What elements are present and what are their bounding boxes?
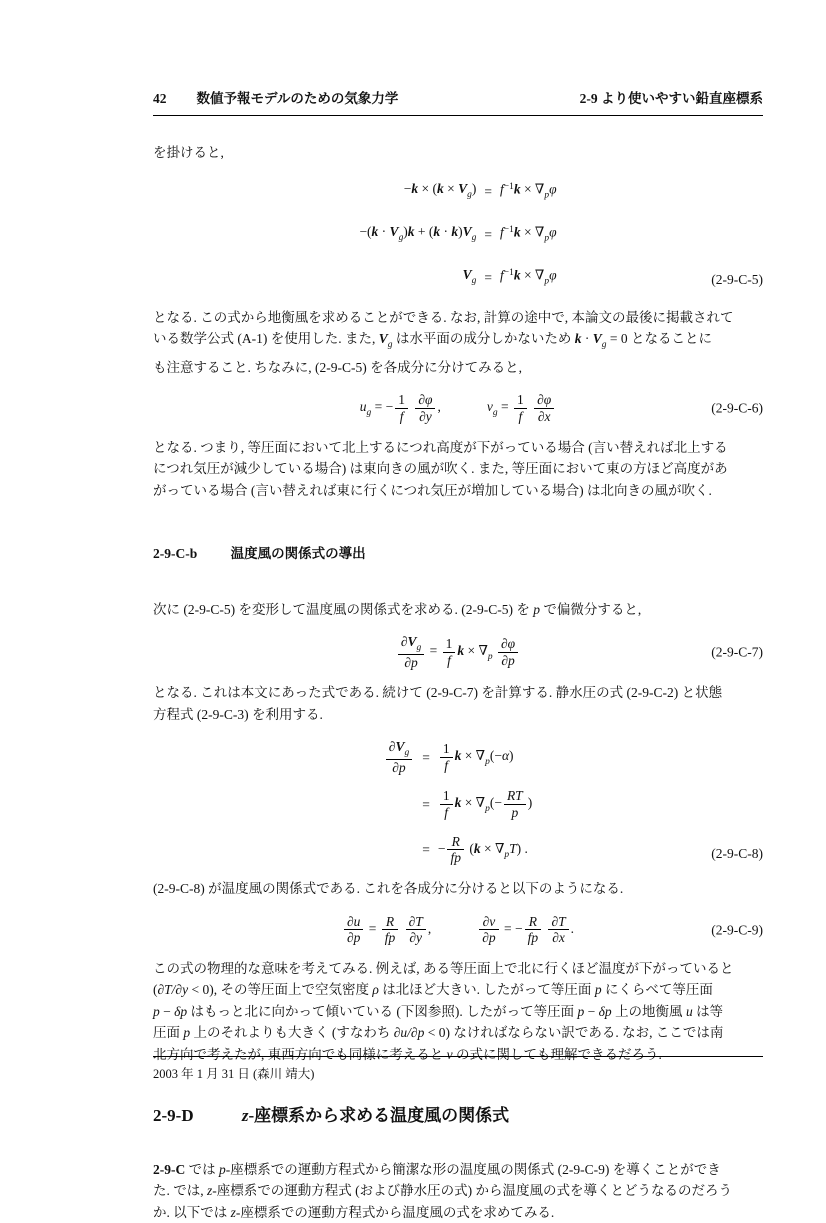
text-line: (2-9-C-8) が温度風の関係式である. これを各成分に分けると以下のようになる. [153, 881, 624, 897]
equation-body: $u_g$ = − $\frac{1}{f}$ $\frac{\partial\varphi}{\partial y}$ , $v_g$ = $\frac{1}{f}$ $\frac{\partial\varphi}{\partial x}$ [360, 392, 556, 424]
paragraph [153, 958, 763, 1066]
text-line: 2-9-C では p-座標系での運動方程式から簡潔な形の温度風の関係式 (2-9-C-9) を導くことができ [153, 1161, 721, 1177]
equation-number: (2-9-C-8) [711, 845, 763, 861]
paragraph [153, 1159, 763, 1223]
equation-relation: = [484, 227, 492, 243]
equation-body: $\frac{\partial u}{\partial p}$ = $\frac{R}{fp}$ $\frac{\partial T}{\partial y}$ , $\frac{\partial v}{\partial p}$ = − $\frac{R}{fp}$ $\frac{\partial T}{\partial x}$ . [342, 914, 574, 946]
equation-2-9-C-9 [153, 914, 763, 946]
paragraph [153, 878, 763, 900]
text-line: この式の物理的な意味を考えてみる. 例えば, ある等圧面上で北に行くほど温度が下がっていると [153, 960, 734, 976]
paragraph [153, 599, 763, 621]
heading-label: 2-9-D [153, 1106, 194, 1126]
equation-rhs: − $\frac{R}{fp}$ $(k \times \nabla_pT)$ . [437, 833, 528, 866]
equation-rhs: $f^{-1}k \times \nabla_p\varphi$ [500, 224, 557, 244]
paragraph [153, 307, 763, 378]
text-line: (∂T/∂y < 0), その等圧面上で空気密度 ρ は北ほど大きい. したがって等圧面 p にくらべて等圧面 [153, 982, 713, 998]
equation-body: $\frac{\partial V_g}{\partial p}$ = $\frac{1}{f}$ $k \times \nabla_p$ $\frac{\partial\varphi}{\partial p}$ [396, 634, 520, 670]
equation-rhs: $f^{-1}k \times \nabla_p\varphi$ [500, 267, 557, 287]
text-line: を掛けると, [153, 144, 224, 160]
equation-relation: = [484, 270, 492, 286]
page-footer [153, 1056, 763, 1086]
equation-rhs: $\frac{1}{f}$ $k \times \nabla_p(-$ $\frac{RT}{p}$ ) [438, 788, 532, 820]
equation-relation: = [422, 749, 430, 765]
text-line: となる. これは本文にあった式である. 続けて (2-9-C-7) を計算する. 静水圧の式 (2-9-C-2) と状態 [153, 685, 723, 701]
footer-rule [153, 1056, 763, 1057]
equation-rhs: $\frac{1}{f}$ $k \times \nabla_p(-\alpha)$ [438, 741, 514, 773]
equation-2-9-C-7 [153, 634, 763, 670]
page-header [153, 88, 763, 116]
text-line: p − δp はもっと北に向かって傾いている (下図参照). したがって等圧面 p − δp 上の地衡風 u は等 [153, 1003, 724, 1019]
text-line: 圧面 p 上のそれよりも大きく (すなわち ∂u/∂p < 0) なければならない訳である. なお, ここでは南 [153, 1025, 724, 1041]
equation-relation: = [484, 184, 492, 200]
subsection-heading-2-9-C-b [153, 543, 763, 565]
paragraph [153, 682, 763, 725]
equation-2-9-C-6 [153, 392, 763, 424]
text-line: も注意すること. ちなみに, (2-9-C-5) を各成分に分けてみると, [153, 359, 522, 375]
text-line: 北方向で考えたが, 東西方向でも同様に考えると v の式に関しても理解できるだろう. [153, 1046, 662, 1062]
equation-lhs: $-(k \cdot V_g)k + (k \cdot k)V_g$ [359, 223, 477, 243]
text-line: か. 以下では z-座標系での運動方程式から温度風の式を求めてみる. [153, 1204, 555, 1220]
equation-lhs: $-k \times (k \times V_g)$ [403, 180, 477, 200]
text-line: た. では, z-座標系での運動方程式 (および静水圧の式) から温度風の式を導くとどうなるのだろう [153, 1183, 733, 1199]
equation-number: (2-9-C-5) [711, 272, 763, 288]
text-line: につれ気圧が減少している場合) は東向きの風が吹く. また, 等圧面において東の方ほど高度があ [153, 461, 728, 477]
page-number: 42 [153, 91, 167, 106]
text-line: がっている場合 (言い替えれば東に行くにつれ気圧が増加している場合) は北向きの風が吹く. [153, 482, 712, 498]
equation-2-9-C-5 [153, 177, 763, 293]
text-line: いる数学公式 (A-1) を使用した. また, $V_g$ は水平面の成分しかないため $k \cdot V_g = 0$ となることに [153, 331, 712, 351]
equation-rows [359, 177, 556, 293]
header-left-title: 数値予報モデルのための気象力学 [196, 91, 399, 106]
equation-relation: = [422, 842, 430, 858]
equation-lhs: $V_g$ [462, 266, 477, 286]
header-right-title: 2-9 より使いやすい鉛直座標系 [579, 91, 763, 106]
section-heading-2-9-D [153, 1105, 763, 1127]
paragraph-lead [153, 142, 763, 164]
text-line: 次に (2-9-C-5) を変形して温度風の関係式を求める. (2-9-C-5) を p で偏微分すると, [153, 601, 642, 617]
text-line: 方程式 (2-9-C-3) を利用する. [153, 706, 323, 722]
heading-title: z-座標系から求める温度風の関係式 [241, 1106, 510, 1126]
equation-2-9-C-8 [153, 739, 763, 866]
equation-number: (2-9-C-6) [711, 400, 763, 416]
equation-number: (2-9-C-9) [711, 921, 763, 937]
equation-rows [384, 739, 532, 866]
heading-title: 温度風の関係式の導出 [230, 546, 366, 562]
text-line: となる. この式から地衡風を求めることができる. なお, 計算の途中で, 本論文の最後に掲載されて [153, 309, 734, 325]
equation-relation: = [422, 796, 430, 812]
equation-rhs: $f^{-1}k \times \nabla_p\varphi$ [500, 181, 557, 201]
footer-date-author: 2003 年 1 月 31 日 (森川 靖大) [153, 1067, 315, 1081]
equation-number: (2-9-C-7) [711, 644, 763, 660]
heading-label: 2-9-C-b [153, 546, 198, 562]
equation-lhs: $\frac{\partial V_g}{\partial p}$ [384, 739, 414, 775]
text-line: となる. つまり, 等圧面において北上するにつれ高度が下がっている場合 (言い替えれば北上する [153, 439, 728, 455]
paragraph [153, 437, 763, 502]
